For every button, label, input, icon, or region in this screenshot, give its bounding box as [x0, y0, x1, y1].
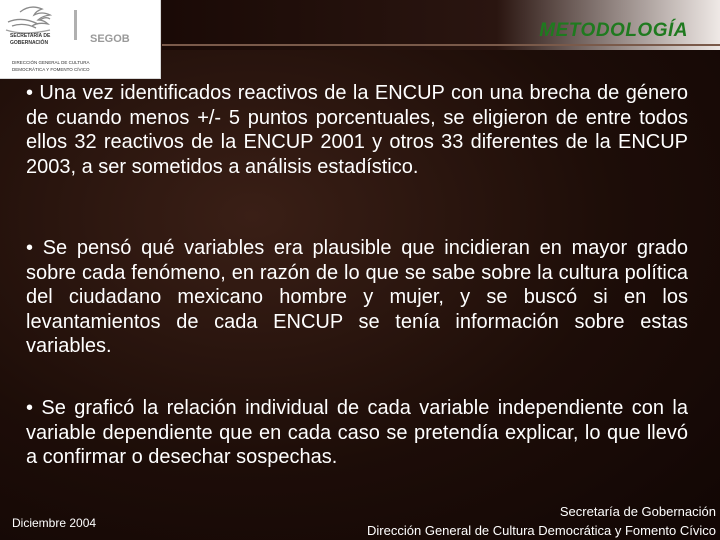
title-divider: [162, 44, 720, 46]
footer-organization: [367, 502, 716, 540]
logo-sub-line-1: DIRECCIÓN GENERAL DE CULTURA: [12, 60, 90, 65]
logo-name-line-1: SECRETARÍA DE: [10, 33, 51, 39]
logo-divider: [74, 10, 77, 40]
bullet-paragraph-3: • Se graficó la relación individual de cada variable independiente con la variable dependiente que en cada caso se pretendía explicar, lo que llevó a confirmar o desechar sospechas.: [26, 397, 688, 469]
footer-org-line-1: Secretaría de Gobernación: [559, 504, 716, 519]
segob-logo: [0, 0, 161, 79]
logo-sub-line-2: DEMOCRÁTICA Y FOMENTO CÍVICO: [12, 67, 90, 72]
title-bar: [162, 0, 720, 50]
eagle-emblem-icon: [6, 7, 50, 33]
bullet-paragraph-2: • Se pensó qué variables era plausible que incidieran en mayor grado sobre cada fenómeno, en razón de lo que se sabe sobre la cultura política del ciudadano mexicano hombre y mujer, y se buscó si en los levantamientos de cada ENCUP se tenía información sobre estas variables.: [26, 237, 688, 358]
bullet-paragraph-1: • Una vez identificados reactivos de la ENCUP con una brecha de género de cuando menos +/- 5 puntos porcentuales, se eligieron de entre todos ellos 32 reactivos de la ENCUP 2001 y otros 33 diferentes de la ENCUP 2003, a ser sometidos a análisis estadístico.: [26, 82, 688, 178]
footer-org-line-2: Dirección General de Cultura Democrática y Fomento Cívico: [367, 523, 716, 538]
slide-title: METODOLOGÍA: [539, 20, 688, 41]
footer-date: Diciembre 2004: [12, 516, 97, 530]
logo-acronym: SEGOB: [90, 33, 130, 45]
logo-name-line-2: GOBERNACIÓN: [10, 40, 49, 46]
segob-logo-graphic: [0, 0, 160, 78]
